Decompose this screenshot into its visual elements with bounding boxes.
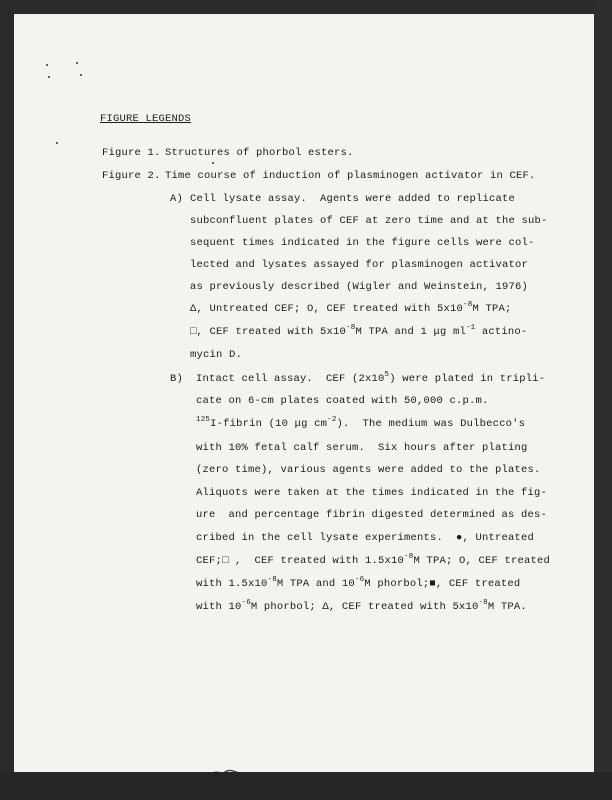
- part-b-line: Intact cell assay. CEF $(2x10^5)$ were plated in tripli-: [196, 371, 546, 385]
- part-b-line: (zero time), various agents were added to the plates.: [196, 464, 541, 476]
- scan-speck: [212, 162, 214, 164]
- figure2-label: Figure 2.: [102, 170, 161, 182]
- part-b-line: CEF;□ , CEF treated with $1.5x10^{-8}M$ TPA; O, CEF treated: [196, 553, 550, 567]
- part-a-line: Cell lysate assay. Agents were added to replicate: [190, 193, 516, 205]
- scan-border-bottom: [0, 772, 612, 800]
- part-b-line: cate on 6-cm plates coated with 50,000 c.p.m.: [196, 395, 489, 407]
- part-a-line: mycin D.: [190, 349, 243, 361]
- part-b-line: $^{125}$I-fibrin (10 μg $cm^{-2}$). The medium was Dulbecco's: [196, 416, 526, 430]
- part-a-line: sequent times indicated in the figure cells were col-: [190, 237, 535, 249]
- part-a-line: Δ, Untreated CEF; O, CEF treated with $5x10^{-8}M$ TPA;: [190, 301, 512, 315]
- part-b-line: cribed in the cell lysate experiments. ●, Untreated: [196, 532, 535, 544]
- part-a-line: □, CEF treated with $5x10^{-8}M$ TPA and 1 μg $ml^{-1}$ actino-: [190, 324, 528, 338]
- scan-border-right: [594, 0, 612, 800]
- figure2-text: Time course of induction of plasminogen activator in CEF.: [165, 170, 536, 182]
- part-a-line: as previously described (Wigler and Weinstein, 1976): [190, 281, 529, 293]
- scan-speck: [76, 62, 78, 64]
- scan-speck: [56, 142, 58, 144]
- scan-speck: [48, 76, 50, 78]
- document-page: [14, 14, 594, 772]
- part-b-line: Aliquots were taken at the times indicated in the fig-: [196, 487, 548, 499]
- figure1-label: Figure 1.: [102, 147, 161, 159]
- part-b-line: ure and percentage fibrin digested determined as des-: [196, 509, 548, 521]
- part-a-line: lected and lysates assayed for plasminogen activator: [190, 259, 529, 271]
- part-b-label: B): [170, 373, 184, 385]
- scan-speck: [80, 74, 82, 76]
- heading: FIGURE LEGENDS: [100, 113, 192, 125]
- scan-speck: [46, 64, 48, 66]
- part-b-line: with 10% fetal calf serum. Six hours after plating: [196, 442, 528, 454]
- part-b-line: with $1.5x10^{-8}M$ TPA and $10^{-6}M$ phorbol;■, CEF treated: [196, 576, 521, 590]
- part-a-line: subconfluent plates of CEF at zero time and at the sub-: [190, 215, 548, 227]
- figure1-text: Structures of phorbol esters.: [165, 147, 354, 159]
- part-b-line: with $10^{-6}M$ phorbol; Δ, CEF treated with $5x10^{-8}M$ TPA.: [196, 599, 527, 613]
- part-a-label: A): [170, 193, 184, 205]
